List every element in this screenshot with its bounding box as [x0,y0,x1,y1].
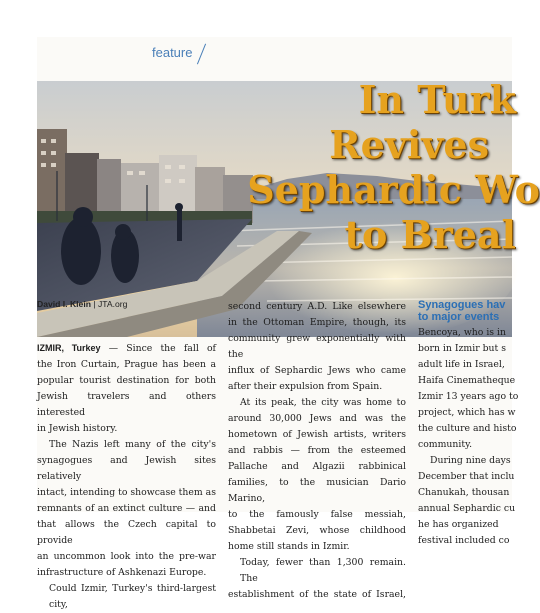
dateline: IZMIR, Turkey [37,343,101,353]
column-line: remnants of an extinct culture — and [37,503,216,514]
column-line: after their expulsion from Spain. [228,381,383,392]
headline-line-4: to Breal [344,212,516,257]
article-column-2 [228,299,406,603]
section-divider [197,44,206,65]
column-line: Could Izmir, Turkey's third-largest city, [49,583,216,610]
column-line: establishment of the state of Israel, [228,589,406,600]
column-line: Haifa Cinematheque [418,375,516,386]
article-column-1 [37,340,216,613]
article-column-3 [418,299,518,549]
column-line: infrastructure of Ashkenazi Europe. [37,567,207,578]
column-line: Chanukah, thousan [418,487,510,498]
column-line: Shabbetai Zevi, whose childhood [228,525,406,536]
column-line: Pallache and Algazii rabbinical [228,461,406,472]
column-line: festival included co [418,535,510,546]
column-line: Jewish travelers and others interested [37,391,216,418]
column-line: an uncommon look into the pre-war [37,551,216,562]
column-line: Izmir 13 years ago to [418,391,519,402]
column-line: Today, fewer than 1,300 remain. The [240,557,406,584]
headline-line-3: Sephardic Wo [247,167,540,212]
column-line: At its peak, the city was home to [240,397,406,408]
column-line: During nine days [430,455,511,466]
column-line: hometown of Jewish artists, writers [228,429,406,440]
column-line: second century A.D. Like elsewhere [228,301,406,312]
column-line: in Jewish history. [37,423,118,434]
section-label: feature [152,45,193,60]
column-line: community grew exponentially with the [228,333,406,360]
column-line: popular tourist destination for both [37,375,216,386]
column-line: The Nazis left many of the city's [49,439,216,450]
column-line: around 30,000 Jews and was the [228,413,406,424]
column-line: the Iron Curtain, Prague has been a [37,359,216,370]
column-line: and rabbis — from the esteemed [228,445,406,456]
column-line: December that inclu [418,471,515,482]
column-line: families, to the musician Dario Marino, [228,477,406,504]
column-line: in the Ottoman Empire, though, its [228,317,406,328]
byline [37,299,127,309]
column-line: he has organized [418,519,499,530]
column-line: to the famously false messiah, [228,509,406,520]
column-line: IZMIR, Turkey — Since the fall of [37,343,217,354]
column-line: home still stands in Izmir. [228,541,350,552]
column-line: influx of Sephardic Jews who came [228,365,406,376]
magazine-page [37,37,540,610]
column-line: annual Sephardic cu [418,503,516,514]
byline-source: JTA.org [97,299,128,309]
subhead: Synagogues hav to major events [418,299,506,323]
column-line: adult life in Israel, [418,359,505,370]
column-line: born in Izmir but s [418,343,507,354]
column-line: project, which has w [418,407,516,418]
headline-line-2: Revives [329,122,489,167]
column-line: intact, intending to showcase them as [37,487,216,498]
headline-line-1: In Turk [358,77,516,122]
author-name: David I. Klein [37,299,91,309]
column-line: that allows the Czech capital to provide [37,519,216,546]
column-line: Bencoya, who is in [418,327,506,338]
headline [216,77,540,257]
column-line: community. [418,439,473,450]
column-line: synagogues and Jewish sites relatively [37,455,216,482]
byline-separator: | [90,299,98,309]
column-line: the culture and histo [418,423,517,434]
